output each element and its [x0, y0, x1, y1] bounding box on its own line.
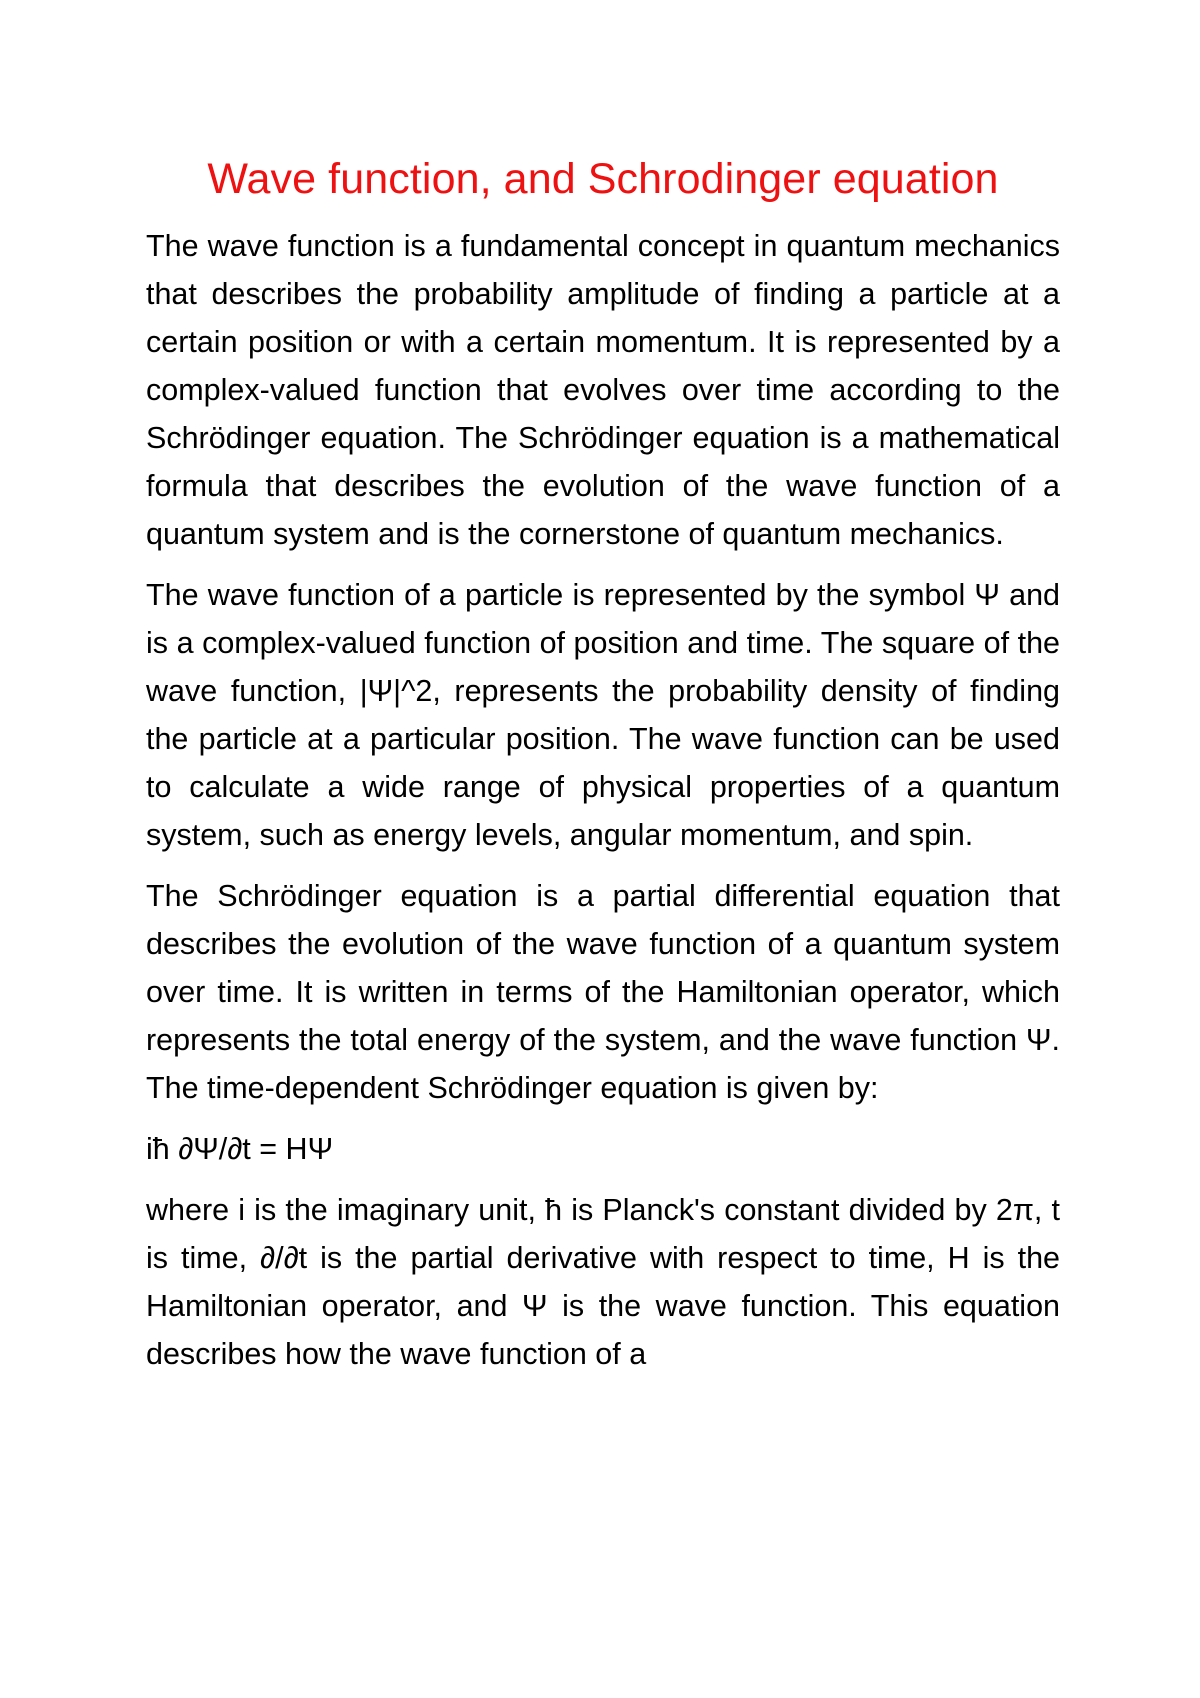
- paragraph-wave-function-symbol: The wave function of a particle is represented by the symbol Ψ and is a complex-valued function of position and time. The square of the wave function, |Ψ|^2, represents the probability density of finding the particle at a particular position. The wave function can be used to calculate a wide range of physical properties of a quantum system, such as energy levels, angular momentum, and spin.: [146, 578, 1060, 852]
- paragraph-schrodinger-equation: The Schrödinger equation is a partial differential equation that describes the evolution of the wave function of a quantum system over time. It is written in terms of the Hamiltonian operator, which represents the total energy of the system, and the wave function Ψ. The time-dependent Schrödinger equation is given by:: [146, 879, 1060, 1105]
- document-title: Wave function, and Schrodinger equation: [207, 155, 999, 203]
- equation-time-dependent: iħ ∂Ψ/∂t = HΨ: [146, 1132, 334, 1166]
- paragraph-wave-function-intro: The wave function is a fundamental concept in quantum mechanics that describes the probability amplitude of finding a particle at a certain position or with a certain momentum. It is represented by a complex-valued function that evolves over time according to the Schrödinger equation. The Schrödinger equation is a mathematical formula that describes the evolution of the wave function of a quantum system and is the cornerstone of quantum mechanics.: [146, 229, 1060, 551]
- paragraph-equation-explanation: where i is the imaginary unit, ħ is Planck's constant divided by 2π, t is time, ∂/∂t is the partial derivative with respect to time, H is the Hamiltonian operator, and Ψ is the wave function. This equation describes how the wave function of a: [146, 1193, 1060, 1371]
- document-content: [146, 150, 1060, 1391]
